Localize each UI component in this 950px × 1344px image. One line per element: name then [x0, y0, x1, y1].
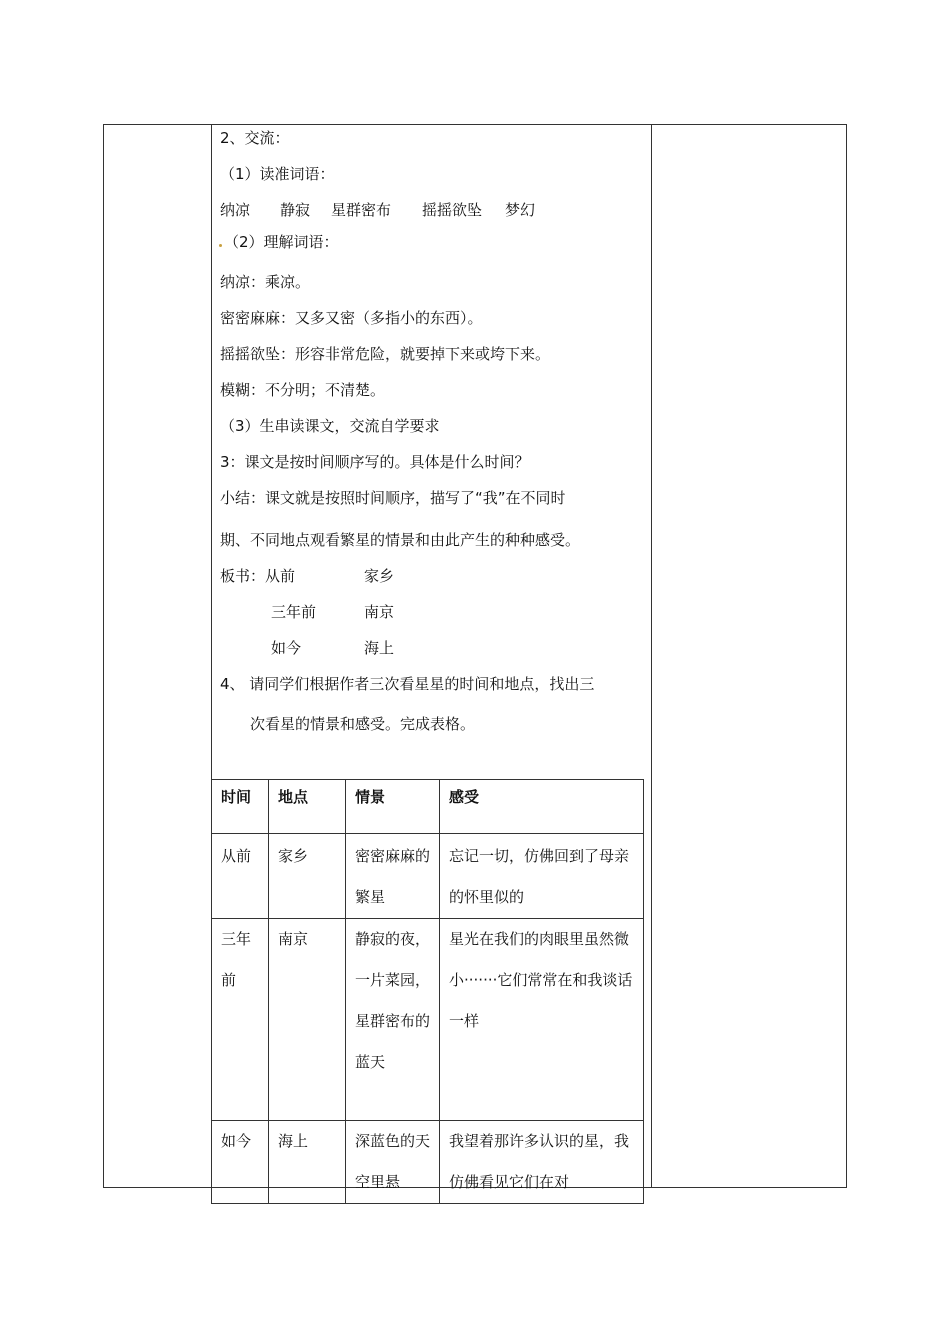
board-row-2-place: 南京	[364, 603, 395, 621]
question-4-line-1: 4、 请同学们根据作者三次看星星的时间和地点，找出三	[220, 675, 595, 693]
table-row	[212, 1121, 644, 1204]
subheading-understand-words: （2）理解词语：	[224, 233, 339, 251]
table-header-row	[212, 780, 644, 834]
stray-mark	[219, 244, 222, 247]
definition-mohu: 模糊：不分明；不清楚。	[220, 381, 386, 399]
cell-scene: 密密麻麻的繁星	[355, 847, 431, 906]
star-viewing-table	[211, 779, 644, 1204]
board-row-3-time: 如今	[271, 639, 302, 657]
cell-feeling: 星光在我们的肉眼里虽然微小·······它们常常在和我谈话一样	[449, 930, 633, 1030]
subheading-read-words: （1）读准词语：	[220, 165, 335, 183]
board-row-2-time: 三年前	[271, 603, 317, 621]
summary-line-2: 期、不同地点观看繁星的情景和由此产生的种种感受。	[220, 531, 581, 549]
cell-place: 南京	[278, 930, 309, 948]
header-scene: 情景	[346, 780, 440, 834]
header-feeling: 感受	[440, 780, 644, 834]
cell-scene: 深蓝色的天空里悬	[355, 1132, 431, 1191]
subheading-read-text: （3）生串读课文，交流自学要求	[220, 417, 440, 435]
definition-naliang: 纳凉：乘凉。	[220, 273, 311, 291]
cell-time: 三年前	[221, 930, 252, 989]
vocab-word-5: 梦幻	[505, 201, 536, 219]
cell-place: 海上	[278, 1132, 309, 1150]
question-3: 3：课文是按时间顺序写的。具体是什么时间？	[220, 453, 530, 471]
header-time: 时间	[212, 780, 269, 834]
cell-scene: 静寂的夜，一片菜园，星群密布的蓝天	[355, 930, 431, 1071]
column-divider-right	[651, 124, 652, 1188]
definition-yaoyaoyuzhui: 摇摇欲坠：形容非常危险，就要掉下来或垮下来。	[220, 345, 551, 363]
cell-feeling: 我望着那许多认识的星，我仿佛看见它们在对	[449, 1132, 630, 1191]
cell-feeling: 忘记一切，仿佛回到了母亲的怀里似的	[449, 847, 630, 906]
cell-place: 家乡	[278, 847, 309, 865]
cell-time: 如今	[221, 1132, 252, 1150]
board-row-1-place: 家乡	[364, 567, 395, 585]
vocab-word-3: 星群密布	[331, 201, 392, 219]
definition-mimimama: 密密麻麻：又多又密（多指小的东西）。	[220, 309, 483, 327]
summary-line-1: 小结：课文就是按照时间顺序，描写了“我”在不同时	[220, 489, 566, 507]
section-heading-exchange: 2、交流：	[220, 129, 290, 147]
question-4-line-2: 次看星的情景和感受。完成表格。	[250, 715, 476, 733]
table-row	[212, 919, 644, 1121]
vocab-word-2: 静寂	[280, 201, 311, 219]
vocab-word-1: 纳凉	[220, 201, 251, 219]
board-row-3-place: 海上	[364, 639, 395, 657]
header-place: 地点	[269, 780, 346, 834]
board-row-1-time: 板书：从前	[220, 567, 296, 585]
cell-time: 从前	[221, 847, 252, 865]
vocab-word-4: 摇摇欲坠	[422, 201, 483, 219]
table-row	[212, 834, 644, 919]
